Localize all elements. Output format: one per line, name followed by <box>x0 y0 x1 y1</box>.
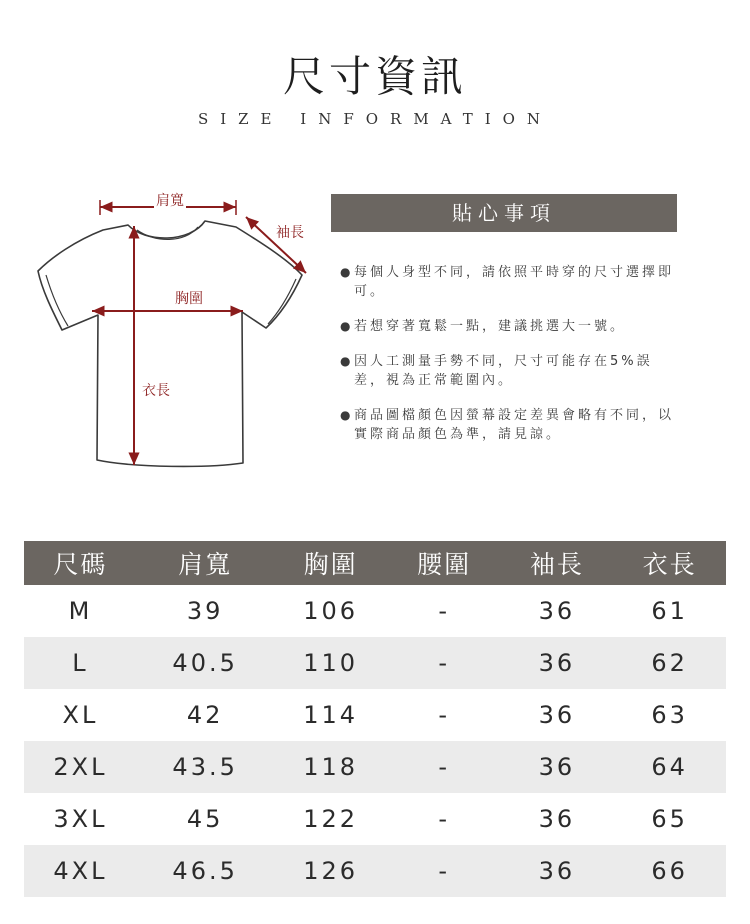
table-cell: 36 <box>501 741 614 793</box>
table-cell: 106 <box>303 597 359 625</box>
table-cell: 114 <box>303 701 359 729</box>
table-cell: 65 <box>651 805 688 833</box>
table-cell: 118 <box>273 741 387 793</box>
table-cell: 2XL <box>24 741 137 793</box>
table-cell: 66 <box>613 845 726 897</box>
table-cell: 122 <box>303 805 359 833</box>
tshirt-size-diagram <box>30 185 320 480</box>
column-header-sleeve: 袖長 <box>501 541 614 585</box>
table-cell: 63 <box>651 701 688 729</box>
table-row <box>24 845 726 897</box>
column-header-chest: 胸圍 <box>273 541 387 585</box>
table-row <box>24 585 726 637</box>
table-cell: 36 <box>538 701 576 729</box>
table-cell: 64 <box>613 741 726 793</box>
shoulder-width-label: 肩寬 <box>156 193 184 209</box>
table-cell: 39 <box>186 597 224 625</box>
bullet-icon: ● <box>340 408 354 422</box>
body-length-label: 衣長 <box>142 383 170 399</box>
table-cell: 36 <box>501 845 614 897</box>
column-header-length: 衣長 <box>613 541 726 585</box>
table-cell: 36 <box>538 597 576 625</box>
table-cell: 46.5 <box>137 845 274 897</box>
table-cell: 61 <box>651 597 688 625</box>
table-cell: - <box>388 741 501 793</box>
column-header-shoulder: 肩寬 <box>137 541 274 585</box>
bullet-icon: ● <box>340 354 354 368</box>
table-row <box>24 637 726 689</box>
notes-list <box>340 263 680 460</box>
size-table <box>24 541 726 897</box>
table-cell: 110 <box>273 637 387 689</box>
table-cell: 40.5 <box>137 637 274 689</box>
page-subtitle: SIZE INFORMATION <box>197 110 553 128</box>
table-cell: 45 <box>186 805 224 833</box>
table-cell: 126 <box>273 845 387 897</box>
table-cell: XL <box>62 701 99 729</box>
table-cell: 62 <box>613 637 726 689</box>
bullet-icon: ● <box>340 319 354 333</box>
table-row <box>24 793 726 845</box>
table-cell: L <box>24 637 137 689</box>
column-header-size: 尺碼 <box>24 541 137 585</box>
table-cell: - <box>438 597 450 625</box>
table-cell: 4XL <box>24 845 137 897</box>
sleeve-length-label: 袖長 <box>276 225 304 241</box>
table-cell: - <box>438 701 450 729</box>
table-row <box>24 741 726 793</box>
table-cell: 36 <box>501 637 614 689</box>
table-row <box>24 689 726 741</box>
table-header-row <box>24 541 726 585</box>
list-item: ● 商品圖檔顏色因螢幕設定差異會略有不同，以實際商品顏色為準，請見諒。 <box>340 408 675 442</box>
list-item: ● 因人工測量手勢不同，尺寸可能存在5%誤差，視為正常範圍內。 <box>340 354 653 388</box>
table-cell: - <box>388 845 501 897</box>
table-cell: - <box>438 805 450 833</box>
table-cell: 42 <box>186 701 224 729</box>
list-item: ● 若想穿著寬鬆一點，建議挑選大一號。 <box>340 319 627 334</box>
table-cell: 36 <box>538 805 576 833</box>
notes-title: 貼心事項 <box>331 194 677 232</box>
table-cell: M <box>68 597 93 625</box>
column-header-waist: 腰圍 <box>388 541 501 585</box>
list-item: ● 每個人身型不同，請依照平時穿的尺寸選擇即可。 <box>340 265 675 299</box>
page-title: 尺寸資訊 <box>282 52 467 101</box>
bullet-icon: ● <box>340 265 354 279</box>
table-cell: 43.5 <box>137 741 274 793</box>
chest-label: 胸圍 <box>175 291 203 307</box>
table-cell: - <box>388 637 501 689</box>
table-cell: 3XL <box>53 805 108 833</box>
